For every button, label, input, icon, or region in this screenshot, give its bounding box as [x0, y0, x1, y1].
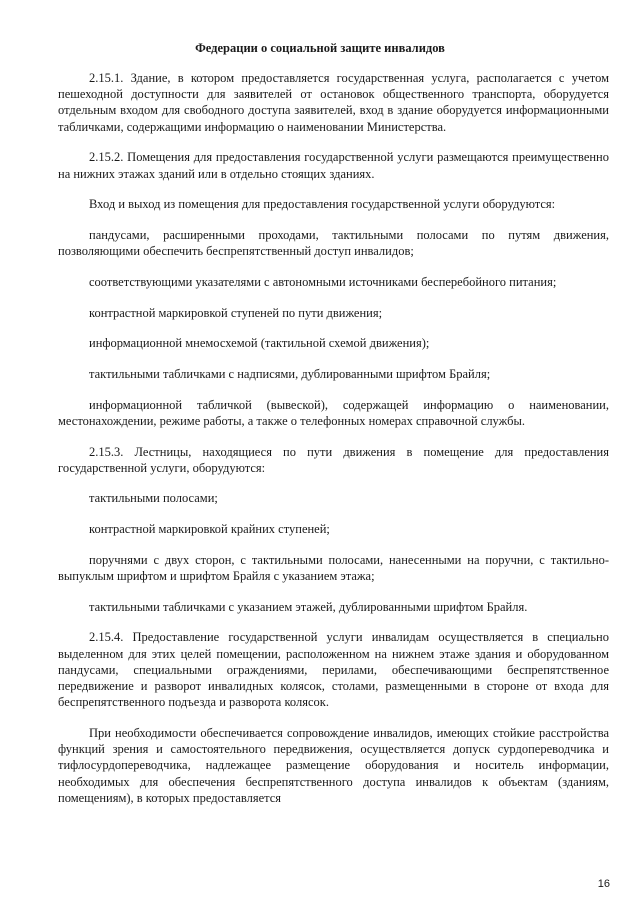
list-item-signs: соответствующими указателями с автономными источниками бесперебойного питания; [89, 274, 557, 289]
page-number: 16 [597, 878, 610, 890]
list-item-info-sign: информационной табличкой (вывеской), содержащей информацию о наименовании, местонахождении, режиме работы, а также о телефонных номерах справочной службы. [58, 397, 609, 428]
list-item-tactile-plates: тактильными табличками с надписями, дублированными шрифтом Брайля; [89, 366, 491, 381]
paragraph-escort: При необходимости обеспечивается сопровождение инвалидов, имеющих стойкие расстройства функций зрения и самостоятельного передвижения, осуществляется допуск сурдопереводчика и тифлосурдопереводчика, надлежащее размещение оборудования и носитель информации, необходимых для обеспечения беспрепятственного доступа инвалидов к объектам (зданиям, помещениям), в которых предоставляется [58, 725, 609, 805]
list-item-floor-plates: тактильными табличками с указанием этажей, дублированными шрифтом Брайля. [89, 599, 528, 614]
list-item-step-marking: контрастной маркировкой ступеней по пути движения; [89, 305, 383, 320]
document-body [58, 70, 609, 821]
list-item-tactile-strips: тактильными полосами; [89, 491, 218, 506]
list-item-mnemonic-scheme: информационной мнемосхемой (тактильной схемой движения); [89, 336, 430, 351]
list-item-ramps: пандусами, расширенными проходами, тактильными полосами по путям движения, позволяющими обеспечить беспрепятственный доступ инвалидов; [58, 227, 609, 259]
paragraph-2-15-1: 2.15.1. Здание, в котором предоставляется государственная услуга, располагается с учетом пешеходной доступности для заявителей от остановок общественного транспорта, оборудуется отдельным входом для свободного доступа заявителей, вход в здание оборудуется информационными табличками, содержащими информацию о наименовании Министерства. [58, 71, 609, 134]
paragraph-2-15-3: 2.15.3. Лестницы, находящиеся по пути движения в помещение для предоставления государственной услуги, оборудуются: [58, 444, 609, 475]
list-item-handrails: поручнями с двух сторон, с тактильными полосами, нанесенными на поручни, с тактильно-выпуклым шрифтом и шрифтом Брайля с указанием этажа; [58, 552, 609, 584]
paragraph-2-15-4: 2.15.4. Предоставление государственной услуги инвалидам осуществляется в специально выделенном для этих целей помещении, расположенном на нижнем этаже здания и оборудованном пандусами, специальными ограждениями, перилами, обеспечивающими беспрепятственное передвижение и разворот инвалидных колясок, столами, размещенными в стороне от входа для беспрепятственного подъезда и разворота колясок. [58, 630, 609, 710]
paragraph-entrance-exit: Вход и выход из помещения для предоставления государственной услуги оборудуются: [89, 197, 556, 212]
list-item-edge-steps: контрастной маркировкой крайних ступеней; [89, 522, 330, 537]
paragraph-2-15-2: 2.15.2. Помещения для предоставления государственной услуги размещаются преимущественно на нижних этажах зданий или в отдельно стоящих зданиях. [58, 150, 609, 181]
section-heading: Федерации о социальной защите инвалидов [195, 41, 445, 55]
